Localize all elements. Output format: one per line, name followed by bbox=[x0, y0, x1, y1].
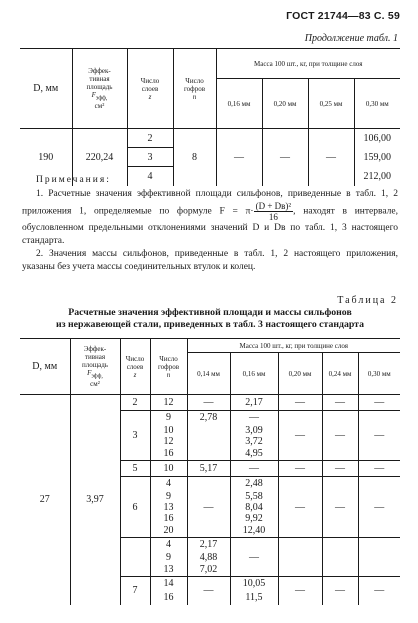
cell-mass-016: 4,95 bbox=[230, 447, 278, 461]
table-2-title: Расчетные значения эффективной площади и массы сильфонов из нержавеющей стали, приведенных в табл. 3 настоящего стандарта bbox=[55, 307, 364, 330]
note-1: 1. Расчетные значения эффективной площади сильфонов, приведенные в табл. 1, 2 приложения 1, определяемые по формуле F = π· $\frac{\text{(D + Dв)²}}{16}$ , находят в интервале, обусловленном предельными отклонениями значений D и Dв по табл. 1, 3 настоящего стандарта. bbox=[22, 189, 398, 246]
cell-n: 14 bbox=[150, 577, 187, 591]
cell-n: 9 bbox=[150, 552, 187, 563]
cell-n: 13 bbox=[150, 563, 187, 577]
col-n-header: Число гофров n bbox=[150, 339, 187, 395]
cell-n: 13 bbox=[150, 502, 187, 513]
table-2 bbox=[20, 338, 400, 605]
cell-z: 6 bbox=[120, 477, 150, 538]
thickness-020: 0,20 мм bbox=[262, 79, 308, 129]
cell-mass-014: 5,17 bbox=[187, 461, 230, 477]
cell-mass-014: 2,78 bbox=[187, 411, 230, 425]
thickness-030: 0,30 мм bbox=[358, 353, 400, 395]
col-z-header: Число слоев z bbox=[127, 49, 173, 129]
cell-mass-016: 12,40 bbox=[230, 524, 278, 538]
cell-mass-016: 2,48 bbox=[230, 477, 278, 491]
cell-z: 4 bbox=[127, 167, 173, 186]
thickness-016: 0,16 мм bbox=[230, 353, 278, 395]
cell-mass-016: 8,04 bbox=[230, 502, 278, 513]
cell-mass-014 bbox=[187, 436, 230, 447]
cell-mass: 159,00 bbox=[354, 148, 400, 167]
col-f-header: Эффек- тивная площадь $F_{эфф,}$ см² bbox=[70, 339, 120, 395]
note-2: 2. Значения массы сильфонов, приведенные в табл. 1, 2 настоящего приложения, указаны без учета массы соединительных втулок и колец. bbox=[22, 249, 398, 272]
cell-n: 4 bbox=[150, 477, 187, 491]
cell-mass-024: — bbox=[322, 477, 358, 538]
col-d-header: D, мм bbox=[33, 83, 59, 94]
cell-mass-016: 5,58 bbox=[230, 491, 278, 502]
cell-mass-014: — bbox=[187, 395, 230, 411]
cell-mass-024: — bbox=[322, 461, 358, 477]
table-2-body bbox=[20, 395, 400, 605]
cell-d: 190 bbox=[38, 151, 54, 163]
cell-mass-014 bbox=[187, 447, 230, 461]
cell-mass-016: 3,09 bbox=[230, 425, 278, 436]
cell-mass-016: 11,5 bbox=[230, 591, 278, 605]
notes-title: Примечания: bbox=[36, 175, 111, 185]
cell-z bbox=[120, 538, 150, 577]
cell-n: 20 bbox=[150, 524, 187, 538]
cell-z: 2 bbox=[127, 129, 173, 148]
cell-z: 2 bbox=[120, 395, 150, 411]
thickness-030: 0,30 мм bbox=[354, 79, 400, 129]
cell-mass: 106,00 bbox=[354, 129, 400, 148]
cell-mass-024: — bbox=[322, 411, 358, 461]
cell-n: 12 bbox=[150, 395, 187, 411]
thickness-016: 0,16 мм bbox=[216, 79, 262, 129]
cell-mass-016: 9,92 bbox=[230, 513, 278, 524]
cell-mass-020: — bbox=[278, 477, 322, 538]
thickness-025: 0,25 мм bbox=[308, 79, 354, 129]
cell-mass-014: 7,02 bbox=[187, 563, 230, 577]
cell-f: 220,24 bbox=[72, 129, 127, 186]
cell-mass-014: — bbox=[187, 477, 230, 538]
cell-mass-020: — bbox=[278, 461, 322, 477]
cell-mass-030: — bbox=[358, 411, 400, 461]
cell-mass-016: — bbox=[230, 538, 278, 577]
cell-mass-020: — bbox=[278, 577, 322, 605]
formula-fraction: $\frac{\text{(D + Dв)²}}{16}$ bbox=[255, 201, 292, 222]
table-1 bbox=[20, 48, 400, 186]
cell-mass-020: — bbox=[278, 395, 322, 411]
thickness-014: 0,14 мм bbox=[187, 353, 230, 395]
cell-mass: — bbox=[308, 129, 354, 186]
cell-n: 16 bbox=[150, 591, 187, 605]
cell-mass-016: — bbox=[230, 461, 278, 477]
cell-mass-016: 3,72 bbox=[230, 436, 278, 447]
mass-header: Масса 100 шт., кг, при толщине слоя bbox=[216, 49, 400, 79]
cell-mass-030 bbox=[358, 538, 400, 577]
page-header: ГОСТ 21744—83 С. 59 bbox=[286, 10, 400, 22]
cell-mass-014: 2,17 bbox=[187, 538, 230, 552]
table-row bbox=[20, 395, 400, 411]
cell-mass-016: 10,05 bbox=[230, 577, 278, 591]
cell-n: 9 bbox=[150, 491, 187, 502]
cell-n: 8 bbox=[173, 129, 216, 186]
cell-z: 3 bbox=[120, 411, 150, 461]
cell-mass: — bbox=[262, 129, 308, 186]
cell-mass-014: — bbox=[187, 577, 230, 605]
cell-mass: 212,00 bbox=[354, 167, 400, 186]
cell-f: 3,97 bbox=[70, 395, 120, 605]
cell-n: 16 bbox=[150, 513, 187, 524]
cell-mass-030: — bbox=[358, 461, 400, 477]
cell-mass-024: — bbox=[322, 395, 358, 411]
thickness-024: 0,24 мм bbox=[322, 353, 358, 395]
col-n-header: Число гофров n bbox=[173, 49, 216, 129]
cell-mass-020 bbox=[278, 538, 322, 577]
cell-z: 7 bbox=[120, 577, 150, 605]
cell-n: 10 bbox=[150, 425, 187, 436]
cell-n: 16 bbox=[150, 447, 187, 461]
cell-mass-024 bbox=[322, 538, 358, 577]
table-continuation-label: Продолжение табл. 1 bbox=[304, 33, 398, 44]
cell-z: 3 bbox=[127, 148, 173, 167]
col-d-header: D, мм bbox=[32, 361, 58, 372]
cell-mass-030: — bbox=[358, 577, 400, 605]
cell-n: 12 bbox=[150, 436, 187, 447]
notes bbox=[22, 174, 398, 274]
cell-mass-024: — bbox=[322, 577, 358, 605]
cell-z: 5 bbox=[120, 461, 150, 477]
cell-d: 27 bbox=[39, 494, 50, 506]
cell-n: 9 bbox=[150, 411, 187, 425]
mass-header: Масса 100 шт., кг, при толщине слоя bbox=[187, 339, 400, 353]
cell-mass-014 bbox=[187, 425, 230, 436]
cell-mass-030: — bbox=[358, 477, 400, 538]
cell-n: 10 bbox=[150, 461, 187, 477]
cell-mass-014: 4,88 bbox=[187, 552, 230, 563]
cell-mass-016: — bbox=[230, 411, 278, 425]
col-f-header: Эффек- тивная площадь $F_{эфф,}$ см² bbox=[72, 49, 127, 129]
cell-mass: — bbox=[216, 129, 262, 186]
cell-mass-030: — bbox=[358, 395, 400, 411]
cell-mass-016: 2,17 bbox=[230, 395, 278, 411]
col-z-header: Число слоев z bbox=[120, 339, 150, 395]
cell-n: 4 bbox=[150, 538, 187, 552]
cell-mass-020: — bbox=[278, 411, 322, 461]
thickness-020: 0,20 мм bbox=[278, 353, 322, 395]
table-2-label: Таблица 2 bbox=[337, 295, 398, 306]
